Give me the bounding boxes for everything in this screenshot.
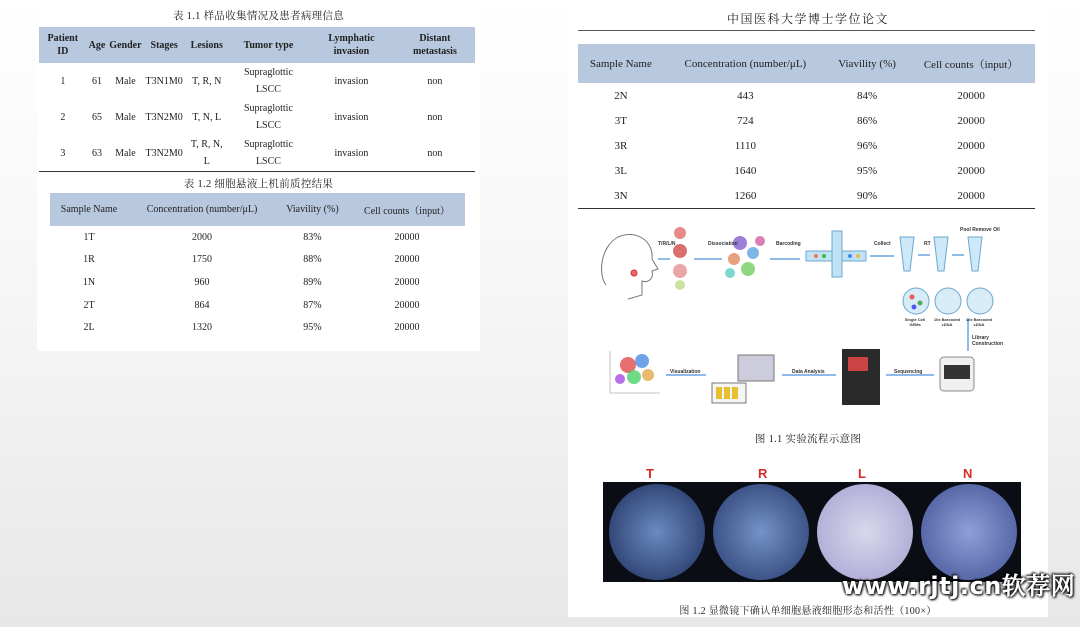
experiment-workflow-figure	[588, 215, 1008, 415]
patient-table-cell: T3N2M0	[145, 111, 183, 123]
patient-table-cell: invasion	[334, 75, 369, 87]
gem-dishes-icon	[903, 288, 993, 314]
patient-table-cell: Supraglottic LSCC	[229, 135, 308, 172]
qc-table-1-cell: 89%	[303, 276, 322, 288]
qc-table-1-cell: 20000	[394, 322, 420, 334]
dish-image-t	[609, 484, 705, 580]
computer-analysis-icon	[712, 355, 774, 403]
qc-table-2-cell: 20000	[957, 164, 985, 177]
patient-table-cell: T, R, N, L	[185, 135, 229, 172]
patient-table-cell: non	[395, 135, 475, 172]
qc-table-1-cell: 1320	[192, 322, 212, 334]
table-row	[39, 135, 475, 172]
qc-table-1-header-0: Sample Name	[50, 193, 128, 226]
patient-table-header-6: Lymphatic invasion	[308, 27, 395, 63]
patient-table-cell: T3N1M0	[145, 75, 183, 87]
qc-table-2-header-0: Sample Name	[578, 44, 664, 83]
qc-table-continued	[578, 44, 1035, 209]
flow-label-barcoding: Barcoding	[776, 241, 801, 247]
qc-table-1-header-2: Viavility (%)	[276, 193, 349, 226]
tissue-sample-icon	[673, 227, 687, 290]
patient-table-cell: 1	[60, 75, 66, 87]
patient-table-cell: 65	[91, 111, 102, 123]
patient-table-cell: 2	[60, 111, 66, 123]
qc-table-1-cell: 83%	[303, 231, 322, 243]
qc-table-2-cell: 1640	[734, 164, 757, 177]
flow-label-visualization: Visualization	[670, 369, 701, 375]
table-row	[39, 63, 475, 99]
qc-table-1-cell: 20000	[394, 276, 420, 288]
patient-table-header-2: Gender	[107, 27, 143, 63]
dish-image-r	[713, 484, 809, 580]
left-document-page	[37, 0, 480, 351]
qc-table-1-cell: 20000	[394, 254, 420, 266]
qc-table-2-cell: 3R	[614, 139, 628, 152]
table-row	[50, 249, 465, 272]
flow-label-sequencing: Sequencing	[894, 369, 923, 375]
patient-table-cell: invasion	[308, 135, 395, 172]
qc-table-1	[50, 193, 465, 339]
patient-table-cell: Male	[107, 135, 143, 172]
figure-1-2-caption: 图 1.2 显微镜下确认单细胞悬液细胞形态和活性（100×）	[679, 606, 937, 617]
flow-label-tissue: T/R/L/N	[658, 241, 676, 247]
right-document-page	[568, 0, 1048, 617]
qc-table-1-cell: 95%	[303, 322, 322, 334]
patient-table-header-0: Patient ID	[39, 27, 87, 63]
microfluidic-chip-icon	[806, 231, 866, 277]
patient-table-cell: T, R, N	[192, 75, 222, 87]
qc-table-1-cell: 1R	[83, 254, 95, 266]
qc-table-2-cell: 443	[737, 89, 754, 102]
qc-table-1-header-3: Cell counts（input）	[349, 193, 465, 226]
qc-table-1-cell: 1T	[83, 231, 95, 243]
flow-arrows	[658, 255, 968, 375]
patient-table-header-5: Tumor type	[229, 27, 308, 63]
table-row	[578, 83, 1035, 108]
patient-table-cell: T3N2M0	[144, 135, 185, 172]
patient-table-cell: 61	[91, 75, 102, 87]
qc-table-1-cell: 87%	[303, 299, 322, 311]
patient-head-icon	[602, 234, 658, 299]
qc-table-2-cell: 3L	[614, 164, 627, 177]
patient-table-cell: Supraglottic LSCC	[244, 103, 293, 131]
qc-table-1-cell: 2T	[83, 299, 95, 311]
flow-label-single-cell: Single Cell GEMs	[904, 317, 926, 327]
flow-label-rt: RT	[924, 241, 931, 247]
patient-table-header-1: Age	[87, 27, 108, 63]
qc-table-1-cell: 960	[194, 276, 210, 288]
qc-table-2-cell: 96%	[856, 139, 878, 152]
flow-label-library: Library Construction	[972, 335, 1004, 347]
qc-table-2-cell: 3N	[578, 183, 664, 209]
qc-table-1-cell: 88%	[303, 254, 322, 266]
qc-table-2-header-3: Cell counts（input）	[907, 44, 1035, 83]
qc-table-2-cell: 20000	[957, 89, 985, 102]
patient-table-header-3: Stages	[144, 27, 185, 63]
qc-table-2-cell: 86%	[856, 114, 878, 127]
qc-table-2-cell: 20000	[957, 139, 985, 152]
flow-label-dissociation: Dissociation	[708, 241, 738, 247]
qc-table-2-cell: 84%	[856, 89, 878, 102]
qc-table-1-cell: 2000	[192, 231, 212, 243]
qc-table-1-cell: 1750	[192, 254, 212, 266]
patient-table-cell: Supraglottic LSCC	[244, 67, 293, 95]
table-row	[578, 183, 1035, 209]
table-row	[39, 99, 475, 135]
patient-table-header-7: Distant metastasis	[395, 27, 475, 63]
qc-table-1-cell: 1N	[82, 276, 96, 288]
site-watermark: www.rjtj.cn软荐网	[842, 572, 1076, 600]
patient-table-cell: invasion	[334, 111, 369, 123]
dish-label-t: T	[646, 466, 654, 481]
qc-table-2-cell: 1110	[734, 139, 756, 152]
flow-label-barcoded-cdna: 10x Barcoded cDNA	[933, 317, 961, 327]
patient-table-header-4: Lesions	[185, 27, 229, 63]
sequencer-machine-icon	[842, 349, 880, 405]
table-1-2-caption: 表 1.2 细胞悬液上机前质控结果	[183, 179, 334, 190]
dish-label-l: L	[858, 466, 866, 481]
dish-label-n: N	[963, 466, 973, 481]
qc-table-2-cell: 3T	[614, 114, 627, 127]
flow-label-barcoded-cdna-2: 10x Barcoded cDNA	[965, 317, 993, 327]
qc-table-1-cell: 20000	[394, 231, 420, 243]
qc-table-2-cell: 1260	[664, 183, 827, 209]
patient-table-cell: Male	[115, 111, 136, 123]
qc-table-1-header-1: Concentration (number/μL)	[128, 193, 276, 226]
thesis-header-title: 中国医科大学博士学位论文	[726, 12, 889, 26]
qc-table-2-cell: 20000	[957, 114, 985, 127]
tsne-plot-icon	[610, 351, 660, 393]
table-row	[50, 271, 465, 294]
patient-table-cell: non	[427, 111, 443, 123]
test-tubes-icon	[900, 237, 982, 271]
patient-table-cell: 63	[87, 135, 108, 172]
flow-label-collect: Collect	[874, 241, 891, 247]
patient-table-cell: 3	[39, 135, 87, 172]
flow-label-pool: Pool Remove Oil	[960, 227, 1000, 233]
patient-table-cell: non	[427, 75, 443, 87]
patient-table-cell: T, N, L	[192, 111, 222, 123]
qc-table-2-cell: 724	[737, 114, 754, 127]
table-1-1-caption: 表 1.1 样品收集情况及患者病理信息	[172, 11, 345, 22]
qc-table-2-cell: 2N	[614, 89, 628, 102]
table-row	[578, 158, 1035, 183]
patient-info-table	[39, 27, 475, 172]
table-row	[50, 316, 465, 339]
table-row	[578, 108, 1035, 133]
qc-table-2-cell: 90%	[827, 183, 907, 209]
table-row	[578, 133, 1035, 158]
table-row	[50, 294, 465, 317]
dish-label-r: R	[758, 466, 768, 481]
patient-table-cell: Male	[115, 75, 136, 87]
figure-1-1-caption: 图 1.1 实验流程示意图	[754, 434, 862, 445]
qc-table-2-cell: 95%	[856, 164, 878, 177]
qc-table-2-header-1: Concentration (number/μL)	[664, 44, 827, 83]
qc-table-1-cell: 864	[194, 299, 210, 311]
qc-table-1-cell: 20000	[394, 299, 420, 311]
qc-table-2-header-2: Viavility (%)	[827, 44, 907, 83]
library-prep-machine-icon	[940, 357, 974, 391]
qc-table-1-cell: 2L	[83, 322, 95, 334]
flow-label-data-analysis: Data Analysis	[792, 369, 825, 375]
table-row	[50, 226, 465, 249]
qc-table-2-cell: 20000	[907, 183, 1035, 209]
header-rule	[578, 30, 1035, 31]
